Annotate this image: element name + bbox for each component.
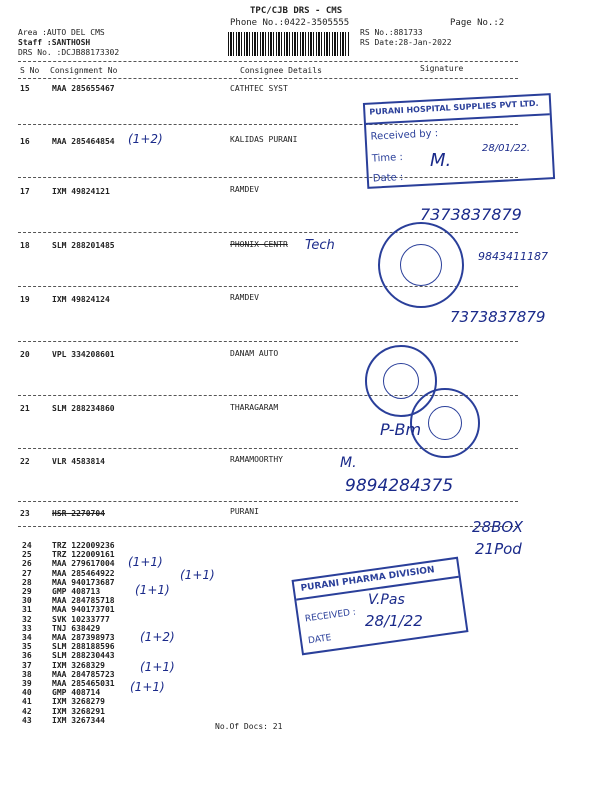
list-item-consignment: TNJ 638429 [52,623,101,633]
row-divider [18,341,518,342]
list-item [22,642,115,651]
row-divider [18,526,518,527]
pharma-stamp-title: PURANI PHARMA DIVISION [300,565,436,594]
list-item [22,688,100,697]
row-consignee: RAMDEV [230,185,259,194]
pharma-stamp-received: RECEIVED : [304,607,357,625]
row-consignee: THARAGARAM [230,403,279,412]
handwritten-phone: 9843411187 [478,250,548,263]
list-item-consignment: GMP 408714 [52,688,101,698]
handwritten-note: (1+2) [128,132,163,146]
row-sno: 21 [20,404,30,413]
row-consignee: PHONIX CENTR [230,240,288,249]
list-item-sno: 33 [22,623,32,633]
row-consignee: RAMDEV [230,293,259,302]
list-item-consignment: IXM 3268279 [52,697,105,707]
handwritten-received: V.Pas [368,592,405,608]
stamp-time: Time : [371,151,404,165]
list-item-sno: 31 [22,605,32,615]
list-item-sno: 34 [22,633,32,642]
list-item-sno: 38 [22,669,32,679]
drs-number: DRS No. :DCJB88173302 [18,48,120,57]
handwritten-phone: 7373837879 [450,308,546,326]
handwritten-note: (1+1) [130,680,165,694]
list-item-consignment: MAA 285464922 [52,568,115,578]
row-consignee: DANAM AUTO [230,349,279,358]
row-consignee: PURANI [230,507,259,516]
divider [18,61,518,62]
handwritten-note: (1+1) [140,660,175,674]
column-header-consignee: Consignee Details [240,66,322,75]
handwritten-date: 28/1/22 [365,612,423,630]
row-consignment: SLM 288234860 [52,404,115,413]
handwritten-box-count: 28BOX [472,518,524,536]
list-item-sno: 41 [22,697,32,707]
divider [18,78,518,79]
column-header-sno: S No [20,66,40,75]
row-sno: 17 [20,187,30,196]
purani-received-stamp [363,93,555,189]
list-item [22,559,115,568]
list-item-sno: 28 [22,577,32,587]
handwritten-pod-count: 21Pod [475,540,522,558]
list-item-sno: 37 [22,660,32,670]
list-item [22,697,105,706]
column-header-signature: Signature [420,64,464,73]
list-item-consignment: TRZ 122009236 [52,541,115,550]
list-item-consignment: SLM 288188596 [52,642,115,652]
list-item [22,661,105,670]
row-consignment: VLR 4583814 [52,457,105,466]
list-item [22,624,100,633]
stamp-received-by: Received by : [370,128,439,143]
staff-label: Staff :SANTHOSH [18,38,91,47]
handwritten-note: (1+1) [135,583,170,597]
list-item [22,716,105,725]
list-item-sno: 25 [22,550,32,560]
list-item-sno: 36 [22,651,32,661]
row-consignee: KALIDAS PURANI [230,135,298,144]
list-item [22,569,115,578]
area-label: Area :AUTO DEL CMS [18,28,105,37]
list-item-sno: 40 [22,688,32,698]
row-consignment: IXM 49824121 [52,187,110,196]
row-consignment: MAA 285464854 [52,137,115,146]
row-consignment: VPL 334208601 [52,350,115,359]
list-item [22,633,115,642]
handwritten-note: Tech [305,238,335,253]
list-item [22,679,115,688]
list-item-consignment: IXM 3267344 [52,715,105,725]
list-item [22,670,115,679]
row-divider [18,501,518,502]
phone-number: Phone No.:0422-3505555 [230,18,350,28]
handwritten-signature: M. [430,150,452,171]
handwritten-note: (1+2) [140,630,175,644]
handwritten-phone: 9894284375 [345,476,454,496]
list-item-sno: 43 [22,715,32,725]
handwritten-date: 28/01/22. [482,143,531,154]
stamp-date: Date : [372,171,404,185]
list-item [22,578,115,587]
list-item-sno: 39 [22,679,32,688]
row-consignment: SLM 288201485 [52,241,115,250]
list-item-consignment: IXM 3268291 [52,706,105,716]
list-item-sno: 29 [22,587,32,596]
pharma-stamp-date: DATE [307,633,333,647]
rs-date: RS Date:28-Jan-2022 [360,38,452,47]
row-consignee: CATHTEC SYST [230,84,288,93]
row-sno: 16 [20,137,30,146]
list-item-consignment: MAA 940173701 [52,605,115,615]
list-item-consignment: MAA 284785723 [52,669,115,679]
handwritten-phone: 7373837879 [420,205,522,224]
list-item-consignment: IXM 3268329 [52,660,105,670]
row-consignee: RAMAMOORTHY [230,455,283,464]
list-item-sno: 35 [22,642,32,652]
list-item [22,605,115,614]
handwritten-name: M. [340,455,357,471]
row-consignment: MAA 285655467 [52,84,115,93]
column-header-consignment: Consignment No [50,66,118,75]
page-number: Page No.:2 [450,18,505,28]
document-title: TPC/CJB DRS - CMS [250,6,343,16]
barcode [228,32,350,56]
row-sno: 19 [20,295,30,304]
stamp-company: PURANI HOSPITAL SUPPLIES PVT LTD. [369,98,539,117]
row-sno: 22 [20,457,30,466]
row-sno: 23 [20,509,30,518]
list-item-sno: 24 [22,541,32,550]
list-item-consignment: TRZ 122009161 [52,550,115,560]
list-item [22,615,110,624]
list-item-consignment: MAA 285465031 [52,679,115,688]
list-item-sno: 26 [22,559,32,569]
list-item [22,596,115,605]
list-item-consignment: SVK 10233777 [52,614,110,624]
list-item-sno: 27 [22,568,32,578]
list-item-consignment: SLM 288230443 [52,651,115,661]
row-sno: 20 [20,350,30,359]
list-item [22,587,100,596]
handwritten-note: (1+1) [180,568,215,582]
list-item-consignment: MAA 287398973 [52,633,115,642]
list-item [22,651,115,660]
list-item-consignment: MAA 279617004 [52,559,115,569]
list-item-sno: 32 [22,614,32,624]
row-consignment: HSR 2270704 [52,509,105,518]
handwritten-signature: P-Bm [380,420,422,439]
list-item-consignment: GMP 408713 [52,587,101,596]
list-item [22,550,115,559]
list-item-sno: 42 [22,706,32,716]
phoenix-round-stamp [378,222,464,308]
row-sno: 18 [20,241,30,250]
handwritten-note: (1+1) [128,555,163,569]
list-item-consignment: MAA 284785718 [52,596,115,606]
rs-number: RS No.:881733 [360,28,423,37]
list-item [22,541,115,550]
row-consignment: IXM 49824124 [52,295,110,304]
row-sno: 15 [20,84,30,93]
list-item-consignment: MAA 940173687 [52,577,115,587]
docs-count: No.Of Docs: 21 [215,722,283,731]
list-item-sno: 30 [22,596,32,606]
list-item [22,707,105,716]
